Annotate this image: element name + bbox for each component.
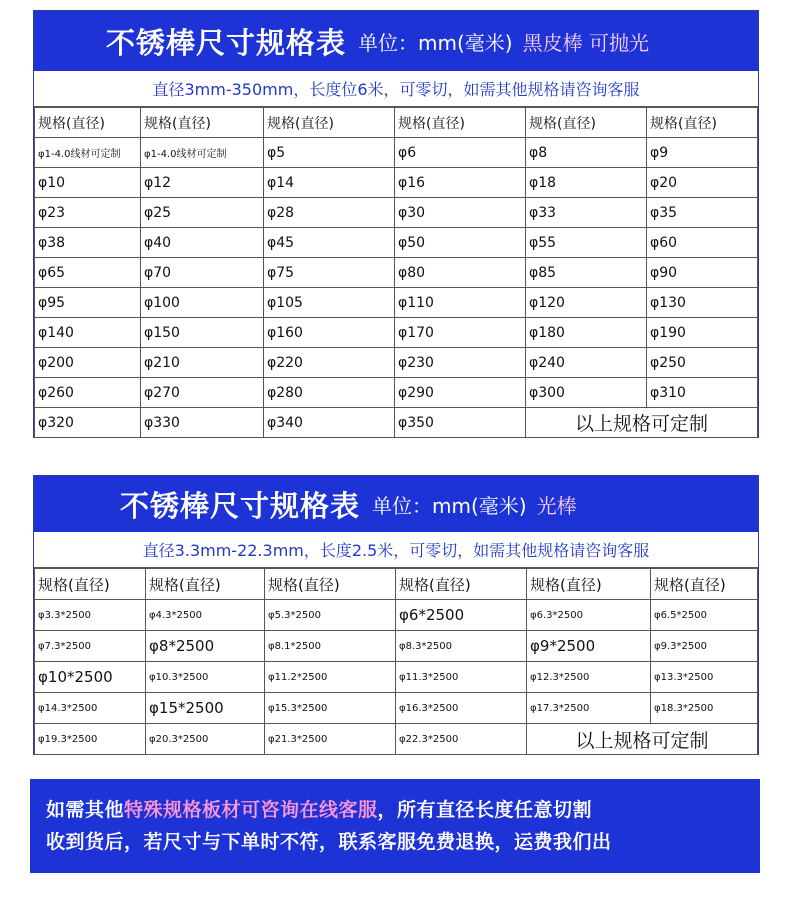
spec-cell: φ11.3*2500 [396, 662, 527, 693]
spec-cell: φ8*2500 [146, 631, 265, 662]
spec-cell: φ15.3*2500 [265, 693, 396, 724]
table-row [35, 600, 758, 631]
table-row [35, 318, 758, 348]
header-cell: 规格(直径) [526, 108, 647, 138]
header-cell: 规格(直径) [651, 569, 758, 600]
table-banner [34, 11, 758, 71]
spec-cell: φ90 [647, 258, 758, 288]
table-row [35, 662, 758, 693]
header-row [35, 108, 758, 138]
spec-cell: φ23 [35, 198, 141, 228]
spec-cell: φ330 [141, 408, 264, 438]
finish-tag: 光棒 [536, 493, 577, 518]
spec-cell: φ14.3*2500 [35, 693, 146, 724]
table-row [35, 168, 758, 198]
spec-cell: φ38 [35, 228, 141, 258]
table-row [35, 378, 758, 408]
spec-cell: φ100 [141, 288, 264, 318]
table-subtitle: 直径3mm-350mm，长度位6米，可零切，如需其他规格请咨询客服 [34, 71, 758, 107]
header-cell: 规格(直径) [141, 108, 264, 138]
spec-cell: φ16 [395, 168, 526, 198]
table-row [35, 228, 758, 258]
notice-highlight: 特殊规格板材可咨询在线客服 [124, 798, 378, 821]
notice-line-2: 收到货后，若尺寸与下单时不符，联系客服免费退换，运费我们出 [46, 831, 612, 853]
spec-cell: φ60 [647, 228, 758, 258]
spec-cell: φ14 [264, 168, 395, 198]
spec-cell: φ350 [395, 408, 526, 438]
spec-cell: φ170 [395, 318, 526, 348]
spec-cell: φ270 [141, 378, 264, 408]
header-cell: 规格(直径) [396, 569, 527, 600]
spec-cell: φ25 [141, 198, 264, 228]
spec-cell: φ110 [395, 288, 526, 318]
spec-cell: φ8.3*2500 [396, 631, 527, 662]
header-cell: 规格(直径) [265, 569, 396, 600]
spec-cell: φ140 [35, 318, 141, 348]
spec-cell: φ12 [141, 168, 264, 198]
spec-cell: φ45 [264, 228, 395, 258]
spec-cell: φ6*2500 [396, 600, 527, 631]
spec-table-bright-bar [33, 475, 759, 755]
spec-cell: φ16.3*2500 [396, 693, 527, 724]
spec-cell: φ11.2*2500 [265, 662, 396, 693]
custom-note: 以上规格可定制 [527, 724, 758, 755]
unit-label: 单位：mm(毫米) [372, 493, 527, 518]
header-cell: 规格(直径) [35, 569, 146, 600]
table-row [35, 288, 758, 318]
spec-cell: φ310 [647, 378, 758, 408]
spec-cell: φ220 [264, 348, 395, 378]
spec-cell: φ20.3*2500 [146, 724, 265, 755]
spec-cell: φ55 [526, 228, 647, 258]
spec-cell: φ250 [647, 348, 758, 378]
spec-cell: φ35 [647, 198, 758, 228]
spec-cell: φ120 [526, 288, 647, 318]
spec-cell: φ28 [264, 198, 395, 228]
table-row [35, 408, 758, 438]
table-title: 不锈棒尺寸规格表 [120, 488, 361, 523]
header-row [35, 569, 758, 600]
spec-cell: φ190 [647, 318, 758, 348]
spec-cell: φ17.3*2500 [527, 693, 651, 724]
service-notice [30, 779, 760, 873]
spec-cell: φ50 [395, 228, 526, 258]
finish-tag: 黑皮棒 可抛光 [522, 30, 649, 55]
spec-cell: φ9*2500 [527, 631, 651, 662]
spec-cell: φ75 [264, 258, 395, 288]
spec-cell: φ65 [35, 258, 141, 288]
spec-cell: φ20 [647, 168, 758, 198]
spec-cell: φ130 [647, 288, 758, 318]
header-cell: 规格(直径) [395, 108, 526, 138]
spec-cell: φ320 [35, 408, 141, 438]
spec-cell: φ4.3*2500 [146, 600, 265, 631]
spec-cell: φ10.3*2500 [146, 662, 265, 693]
spec-cell: φ40 [141, 228, 264, 258]
spec-cell: φ6 [395, 138, 526, 168]
notice-line-1 [46, 794, 760, 826]
spec-grid [34, 107, 758, 438]
table-row [35, 724, 758, 755]
spec-cell: φ10 [35, 168, 141, 198]
table-row [35, 348, 758, 378]
spec-cell: φ13.3*2500 [651, 662, 758, 693]
table-row [35, 138, 758, 168]
spec-cell: φ200 [35, 348, 141, 378]
spec-cell: φ5.3*2500 [265, 600, 396, 631]
notice-prefix: 如需其他 [46, 798, 125, 821]
header-cell: 规格(直径) [647, 108, 758, 138]
table-row [35, 631, 758, 662]
spec-cell: φ3.3*2500 [35, 600, 146, 631]
spec-cell: φ8 [526, 138, 647, 168]
spec-cell: φ19.3*2500 [35, 724, 146, 755]
header-cell: 规格(直径) [264, 108, 395, 138]
spec-cell: φ10*2500 [35, 662, 146, 693]
spec-cell: φ30 [395, 198, 526, 228]
unit-label: 单位：mm(毫米) [358, 30, 513, 55]
spec-cell: φ12.3*2500 [527, 662, 651, 693]
spec-cell: φ180 [526, 318, 647, 348]
spec-cell: φ5 [264, 138, 395, 168]
spec-cell: φ9.3*2500 [651, 631, 758, 662]
spec-cell: φ1-4.0线材可定制 [141, 138, 264, 168]
spec-cell: φ95 [35, 288, 141, 318]
spec-cell: φ6.5*2500 [651, 600, 758, 631]
spec-cell: φ280 [264, 378, 395, 408]
spec-cell: φ290 [395, 378, 526, 408]
spec-cell: φ70 [141, 258, 264, 288]
table-row [35, 693, 758, 724]
spec-cell: φ15*2500 [146, 693, 265, 724]
spec-cell: φ21.3*2500 [265, 724, 396, 755]
header-cell: 规格(直径) [35, 108, 141, 138]
notice-suffix: ，所有直径长度任意切割 [377, 798, 593, 821]
spec-cell: φ230 [395, 348, 526, 378]
spec-cell: φ150 [141, 318, 264, 348]
spec-cell: φ9 [647, 138, 758, 168]
spec-grid [34, 568, 758, 755]
spec-table-black-bar [33, 10, 759, 438]
spec-cell: φ1-4.0线材可定制 [35, 138, 141, 168]
spec-cell: φ8.1*2500 [265, 631, 396, 662]
spec-cell: φ85 [526, 258, 647, 288]
custom-note: 以上规格可定制 [526, 408, 758, 438]
spec-cell: φ18.3*2500 [651, 693, 758, 724]
table-title: 不锈棒尺寸规格表 [106, 25, 347, 60]
table-banner [34, 476, 758, 532]
spec-cell: φ33 [526, 198, 647, 228]
header-cell: 规格(直径) [146, 569, 265, 600]
spec-cell: φ340 [264, 408, 395, 438]
spec-cell: φ160 [264, 318, 395, 348]
spec-cell: φ18 [526, 168, 647, 198]
spec-cell: φ105 [264, 288, 395, 318]
spec-cell: φ80 [395, 258, 526, 288]
spec-cell: φ210 [141, 348, 264, 378]
spec-cell: φ6.3*2500 [527, 600, 651, 631]
spec-cell: φ300 [526, 378, 647, 408]
header-cell: 规格(直径) [527, 569, 651, 600]
table-row [35, 198, 758, 228]
spec-cell: φ22.3*2500 [396, 724, 527, 755]
spec-cell: φ260 [35, 378, 141, 408]
table-subtitle: 直径3.3mm-22.3mm，长度2.5米，可零切，如需其他规格请咨询客服 [34, 532, 758, 568]
spec-cell: φ7.3*2500 [35, 631, 146, 662]
table-row [35, 258, 758, 288]
spec-cell: φ240 [526, 348, 647, 378]
